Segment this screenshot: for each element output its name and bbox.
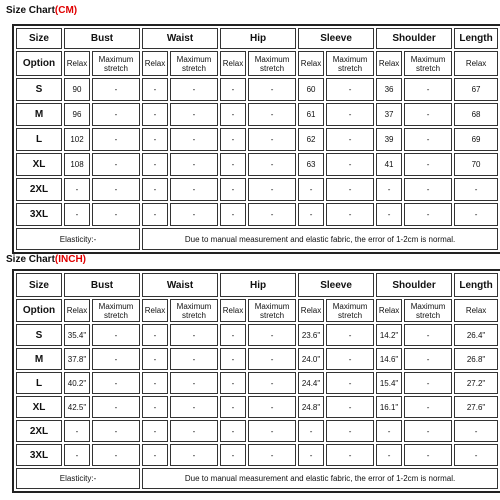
value-cell: - — [92, 372, 140, 394]
value-cell: - — [248, 444, 296, 466]
subheader-max-stretch: Maximum stretch — [404, 51, 452, 76]
subheader-relax: Relax — [376, 51, 402, 76]
size-cell: S — [16, 324, 62, 346]
value-cell: - — [220, 324, 246, 346]
value-cell: - — [454, 420, 498, 442]
value-cell: - — [248, 178, 296, 201]
value-cell: - — [326, 396, 374, 418]
value-cell: - — [326, 420, 374, 442]
value-cell: 96 — [64, 103, 90, 126]
size-cell: 2XL — [16, 420, 62, 442]
table-row — [16, 372, 498, 394]
subheader-relax: Relax — [298, 299, 324, 322]
subheader-max-stretch: Maximum stretch — [326, 51, 374, 76]
value-cell: - — [170, 396, 218, 418]
value-cell: - — [92, 78, 140, 101]
value-cell: - — [92, 396, 140, 418]
value-cell: 63 — [298, 153, 324, 176]
title-prefix: Size Chart — [6, 5, 55, 16]
value-cell: - — [404, 372, 452, 394]
size-cell: S — [16, 78, 62, 101]
value-cell: - — [248, 372, 296, 394]
value-cell: - — [326, 103, 374, 126]
value-cell: 23.6" — [298, 324, 324, 346]
header-shoulder: Shoulder — [376, 28, 452, 49]
subheader-max-stretch: Maximum stretch — [248, 51, 296, 76]
subheader-relax: Relax — [298, 51, 324, 76]
value-cell: - — [326, 178, 374, 201]
value-cell: 39 — [376, 128, 402, 151]
value-cell: - — [92, 178, 140, 201]
value-cell: - — [248, 420, 296, 442]
header-bust: Bust — [64, 273, 140, 297]
value-cell: - — [142, 103, 168, 126]
value-cell: - — [376, 178, 402, 201]
table-row — [16, 178, 498, 201]
header-length: Length — [454, 28, 498, 49]
value-cell: - — [220, 103, 246, 126]
value-cell: - — [326, 128, 374, 151]
value-cell: - — [64, 420, 90, 442]
value-cell: - — [142, 203, 168, 226]
value-cell: - — [326, 324, 374, 346]
title-unit: (INCH) — [54, 254, 87, 265]
value-cell: 26.8" — [454, 348, 498, 370]
subheader-relax: Relax — [64, 299, 90, 322]
value-cell: - — [326, 153, 374, 176]
measurement-note: Due to manual measurement and elastic fabric, the error of 1-2cm is normal. — [142, 228, 498, 250]
value-cell: - — [92, 128, 140, 151]
subheader-relax: Relax — [376, 299, 402, 322]
value-cell: - — [170, 324, 218, 346]
subheader-max-stretch: Maximum stretch — [404, 299, 452, 322]
subheader-relax: Relax — [64, 51, 90, 76]
value-cell: - — [248, 203, 296, 226]
table-row — [16, 324, 498, 346]
table-row — [16, 103, 498, 126]
header-sleeve: Sleeve — [298, 28, 374, 49]
subheader-max-stretch: Maximum stretch — [92, 51, 140, 76]
size-chart-cm-table — [12, 24, 500, 254]
value-cell: 37.8" — [64, 348, 90, 370]
value-cell: 69 — [454, 128, 498, 151]
value-cell: 68 — [454, 103, 498, 126]
value-cell: - — [170, 348, 218, 370]
value-cell: - — [170, 78, 218, 101]
size-cell: M — [16, 348, 62, 370]
value-cell: - — [298, 203, 324, 226]
subheader-option: Option — [16, 299, 62, 322]
value-cell: - — [454, 444, 498, 466]
value-cell: - — [64, 444, 90, 466]
header-hip: Hip — [220, 28, 296, 49]
value-cell: - — [220, 153, 246, 176]
header-shoulder: Shoulder — [376, 273, 452, 297]
table-row — [16, 420, 498, 442]
value-cell: 61 — [298, 103, 324, 126]
value-cell: - — [404, 178, 452, 201]
value-cell: - — [170, 128, 218, 151]
value-cell: - — [404, 78, 452, 101]
elasticity-label: Elasticity:- — [16, 228, 140, 250]
header-length: Length — [454, 273, 498, 297]
subheader-relax: Relax — [220, 51, 246, 76]
value-cell: 26.4" — [454, 324, 498, 346]
value-cell: - — [298, 178, 324, 201]
title-prefix: Size Chart — [6, 254, 55, 265]
value-cell: 60 — [298, 78, 324, 101]
table-row — [16, 203, 498, 226]
subheader-relax: Relax — [454, 51, 498, 76]
value-cell: 37 — [376, 103, 402, 126]
value-cell: - — [220, 128, 246, 151]
header-bust: Bust — [64, 28, 140, 49]
size-cell: XL — [16, 396, 62, 418]
value-cell: 24.4" — [298, 372, 324, 394]
size-cell: L — [16, 372, 62, 394]
value-cell: - — [454, 178, 498, 201]
value-cell: - — [170, 103, 218, 126]
value-cell: - — [170, 203, 218, 226]
subheader-max-stretch: Maximum stretch — [170, 299, 218, 322]
value-cell: - — [404, 396, 452, 418]
value-cell: - — [404, 153, 452, 176]
title-unit: (CM) — [54, 5, 78, 16]
value-cell: - — [220, 348, 246, 370]
table-row — [16, 444, 498, 466]
value-cell: - — [404, 324, 452, 346]
value-cell: 42.5" — [64, 396, 90, 418]
value-cell: - — [142, 420, 168, 442]
value-cell: - — [170, 372, 218, 394]
value-cell: - — [326, 203, 374, 226]
value-cell: - — [170, 178, 218, 201]
subheader-max-stretch: Maximum stretch — [170, 51, 218, 76]
subheader-max-stretch: Maximum stretch — [92, 299, 140, 322]
value-cell: - — [92, 420, 140, 442]
header-waist: Waist — [142, 28, 218, 49]
value-cell: - — [92, 153, 140, 176]
value-cell: - — [404, 348, 452, 370]
value-cell: 15.4" — [376, 372, 402, 394]
value-cell: - — [326, 444, 374, 466]
header-size: Size — [16, 273, 62, 297]
subheader-relax: Relax — [142, 299, 168, 322]
header-hip: Hip — [220, 273, 296, 297]
value-cell: - — [376, 444, 402, 466]
size-cell: 3XL — [16, 203, 62, 226]
value-cell: - — [170, 420, 218, 442]
measurement-note: Due to manual measurement and elastic fabric, the error of 1-2cm is normal. — [142, 468, 498, 489]
value-cell: - — [404, 103, 452, 126]
subheader-option: Option — [16, 51, 62, 76]
value-cell: - — [170, 444, 218, 466]
table-row — [16, 128, 498, 151]
value-cell: - — [220, 372, 246, 394]
value-cell: - — [376, 203, 402, 226]
value-cell: 27.2" — [454, 372, 498, 394]
value-cell: - — [326, 78, 374, 101]
value-cell: - — [142, 153, 168, 176]
size-cell: XL — [16, 153, 62, 176]
value-cell: - — [248, 78, 296, 101]
value-cell: - — [170, 153, 218, 176]
value-cell: - — [220, 444, 246, 466]
value-cell: - — [142, 128, 168, 151]
value-cell: - — [92, 203, 140, 226]
value-cell: 24.0" — [298, 348, 324, 370]
value-cell: - — [92, 103, 140, 126]
value-cell: - — [142, 396, 168, 418]
value-cell: - — [248, 324, 296, 346]
value-cell: - — [142, 324, 168, 346]
value-cell: 14.6" — [376, 348, 402, 370]
value-cell: - — [220, 396, 246, 418]
value-cell: - — [220, 78, 246, 101]
value-cell: - — [248, 348, 296, 370]
table-row — [16, 348, 498, 370]
subheader-relax: Relax — [142, 51, 168, 76]
value-cell: 16.1" — [376, 396, 402, 418]
size-cell: 3XL — [16, 444, 62, 466]
subheader-max-stretch: Maximum stretch — [248, 299, 296, 322]
value-cell: - — [220, 203, 246, 226]
table-row — [16, 396, 498, 418]
value-cell: - — [404, 444, 452, 466]
table-row — [16, 78, 498, 101]
value-cell: - — [142, 372, 168, 394]
value-cell: - — [92, 348, 140, 370]
value-cell: - — [142, 444, 168, 466]
value-cell: 90 — [64, 78, 90, 101]
value-cell: - — [220, 420, 246, 442]
value-cell: - — [142, 78, 168, 101]
value-cell: 24.8" — [298, 396, 324, 418]
value-cell: - — [404, 203, 452, 226]
size-chart-cm-title — [6, 5, 77, 17]
value-cell: - — [404, 128, 452, 151]
size-cell: M — [16, 103, 62, 126]
value-cell: 70 — [454, 153, 498, 176]
value-cell: - — [142, 348, 168, 370]
value-cell: - — [92, 324, 140, 346]
value-cell: 36 — [376, 78, 402, 101]
value-cell: - — [298, 444, 324, 466]
value-cell: - — [248, 396, 296, 418]
value-cell: 14.2" — [376, 324, 402, 346]
value-cell: 41 — [376, 153, 402, 176]
value-cell: - — [248, 153, 296, 176]
elasticity-label: Elasticity:- — [16, 468, 140, 489]
value-cell: - — [220, 178, 246, 201]
value-cell: 35.4" — [64, 324, 90, 346]
size-chart-inch-table — [12, 269, 500, 493]
table-row — [16, 153, 498, 176]
value-cell: - — [326, 372, 374, 394]
value-cell: - — [248, 128, 296, 151]
header-size: Size — [16, 28, 62, 49]
value-cell: 102 — [64, 128, 90, 151]
value-cell: 27.6" — [454, 396, 498, 418]
subheader-relax: Relax — [454, 299, 498, 322]
value-cell: 108 — [64, 153, 90, 176]
value-cell: - — [248, 103, 296, 126]
header-waist: Waist — [142, 273, 218, 297]
value-cell: - — [64, 203, 90, 226]
subheader-max-stretch: Maximum stretch — [326, 299, 374, 322]
subheader-relax: Relax — [220, 299, 246, 322]
value-cell: - — [404, 420, 452, 442]
value-cell: - — [92, 444, 140, 466]
size-chart-inch-title — [6, 254, 86, 266]
value-cell: - — [454, 203, 498, 226]
value-cell: - — [64, 178, 90, 201]
value-cell: - — [298, 420, 324, 442]
header-sleeve: Sleeve — [298, 273, 374, 297]
value-cell: 40.2" — [64, 372, 90, 394]
value-cell: - — [142, 178, 168, 201]
size-cell: 2XL — [16, 178, 62, 201]
size-cell: L — [16, 128, 62, 151]
value-cell: 67 — [454, 78, 498, 101]
value-cell: - — [326, 348, 374, 370]
value-cell: - — [376, 420, 402, 442]
value-cell: 62 — [298, 128, 324, 151]
